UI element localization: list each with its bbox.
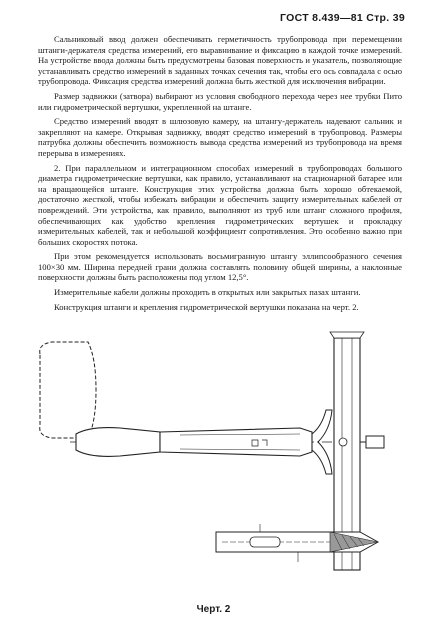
meter-body [76,428,160,457]
technical-drawing [30,318,400,600]
figure-caption: Черт. 2 [196,604,231,615]
rod [160,428,312,456]
paragraph: Измерительные кабели должны проходить в открытых или закрытых пазах штанги. [54,287,361,298]
meter-outline [40,342,96,438]
paragraph: Размер задвижки (затвора) выбирают из условия свободного перехода через нее трубки Пито или гидрометрической вертушки, укрепленной на штанге. [38,90,402,112]
bolt [366,436,384,448]
paragraph: Средство измерений вводят в шлюзовую камеру, на штангу-держатель надевают сальник и закрепляют на камере. Открывая задвижку, вводят средство измерений в трубопровод. Размеры патрубка должны обеспечить возможность вывода средства измерений из трубопровода на время перерыва в измерениях. [38,116,402,158]
page-header: ГОСТ 8.439—81 Стр. 39 [280,12,405,24]
body-text [38,34,402,316]
paragraph: Конструкция штанги и крепления гидрометрической вертушки показана на черт. 2. [54,301,359,312]
paragraph: Сальниковый ввод должен обеспечивать герметичность трубопровода при перемещении штанги-держателя средства измерений, его выравнивание и фиксацию в каждой точке измерений. На устройстве ввода должны быть предусмотрены базовая поверхность и указатель, позволяющие устанавливать средство измерений в заданных точках сечения так, чтобы его ось совпадала с осью трубопровода. Фиксация средства измерений должна быть жесткой для исключения вибрации. [38,34,402,87]
paragraph: При этом рекомендуется использовать восьмигранную штангу эллипсообразного сечения 100×30 мм. Ширина передней грани должна составлять половину общей ширины, а наклонные поверхности должны быть расположены под углом 12,5°. [38,251,402,283]
paragraph: 2. При параллельном и интеграционном способах измерений в трубопроводах большого диаметра гидрометрические вертушки, как правило, устанавливают на стационарной батарее или на вращающейся штанге. Конструкция этих устройства должна быть хорошо обтекаемой, достаточно жесткой, чтобы избежать вибрации и обеспечить защиту измерительных кабелей от повреждений. Эти устройства, как правило, выполняют из труб или штанг сложного профиля, обеспечивающих как удобство крепления гидрометрических вертушек и прокладку измерительных кабелей, так и небольшой коэффициент сопротивления. Это особенно важно при больших скоростях потока. [38,162,402,247]
